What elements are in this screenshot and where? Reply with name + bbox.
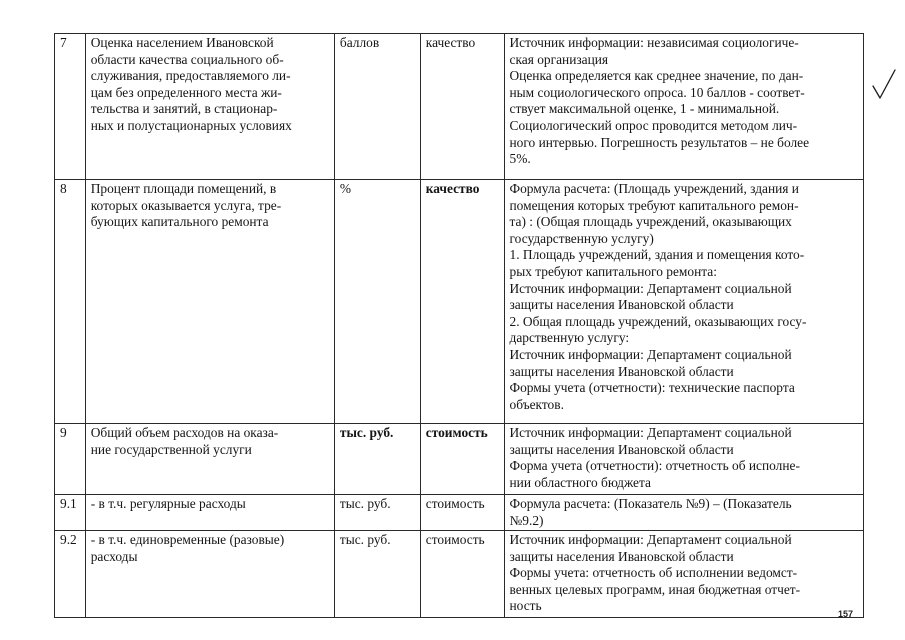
type-cell: стоимость — [420, 424, 504, 495]
unit-cell: тыс. руб. — [334, 531, 420, 618]
unit-cell: тыс. руб. — [334, 424, 420, 495]
type-cell: качество — [420, 34, 504, 180]
type-cell: стоимость — [420, 531, 504, 618]
row-number: 7 — [55, 34, 86, 180]
type-cell: стоимость — [420, 495, 504, 531]
table-row — [55, 531, 864, 618]
unit-cell: тыс. руб. — [334, 495, 420, 531]
source-cell: Источник информации: независимая социологиче- ская организация Оценка определяется как среднее значение, по дан- ным социологического опроса. 10 баллов - соответ- ствует максимальной оценке, 1 - минимальной. Социологический опрос проводится методом лич- ного интервью. Погрешность результатов – не более 5%. — [504, 34, 863, 180]
indicator-name: Процент площади помещений, в которых оказывается услуга, тре- бующих капитального ремонта — [85, 180, 334, 424]
unit-cell: % — [334, 180, 420, 424]
source-cell: Формула расчета: (Показатель №9) – (Показатель №9.2) — [504, 495, 863, 531]
indicator-name: Общий объем расходов на оказа- ние государственной услуги — [85, 424, 334, 495]
page-number: 157 — [838, 609, 854, 619]
indicator-name: - в т.ч. единовременные (разовые) расходы — [85, 531, 334, 618]
row-number: 9.2 — [55, 531, 86, 618]
row-number: 9.1 — [55, 495, 86, 531]
indicator-name: Оценка населением Ивановской области качества социального об- служивания, предоставляемого ли- цам без определенного места жи- тельства и занятий, в стационар- ных и полустационарных условиях — [85, 34, 334, 180]
unit-cell: баллов — [334, 34, 420, 180]
indicator-name: - в т.ч. регулярные расходы — [85, 495, 334, 531]
table-row — [55, 180, 864, 424]
source-cell: Источник информации: Департамент социальной защиты населения Ивановской области Форма учета (отчетности): отчетность об исполне- нии областного бюджета — [504, 424, 863, 495]
type-cell: качество — [420, 180, 504, 424]
table-row — [55, 34, 864, 180]
source-cell: Источник информации: Департамент социальной защиты населения Ивановской области Формы учета: отчетность об исполнении ведомст- венных целевых программ, иная бюджетная отчет- ность — [504, 531, 863, 618]
row-number: 8 — [55, 180, 86, 424]
table-row — [55, 424, 864, 495]
indicators-table — [54, 33, 864, 618]
checkmark-icon — [871, 68, 897, 102]
source-cell: Формула расчета: (Площадь учреждений, здания и помещения которых требуют капитального ремон- та) : (Общая площадь учреждений, оказывающих государственную услугу) 1. Площадь учреждений, здания и помещения кото- рых требуют капитального ремонта: Источник информации: Департамент социальной защиты населения Ивановской области 2. Общая площадь учреждений, оказывающих госу- дарственную услугу: Источник информации: Департамент социальной защиты населения Ивановской области Формы учета (отчетности): технические паспорта объектов. — [504, 180, 863, 424]
row-number: 9 — [55, 424, 86, 495]
table-row — [55, 495, 864, 531]
